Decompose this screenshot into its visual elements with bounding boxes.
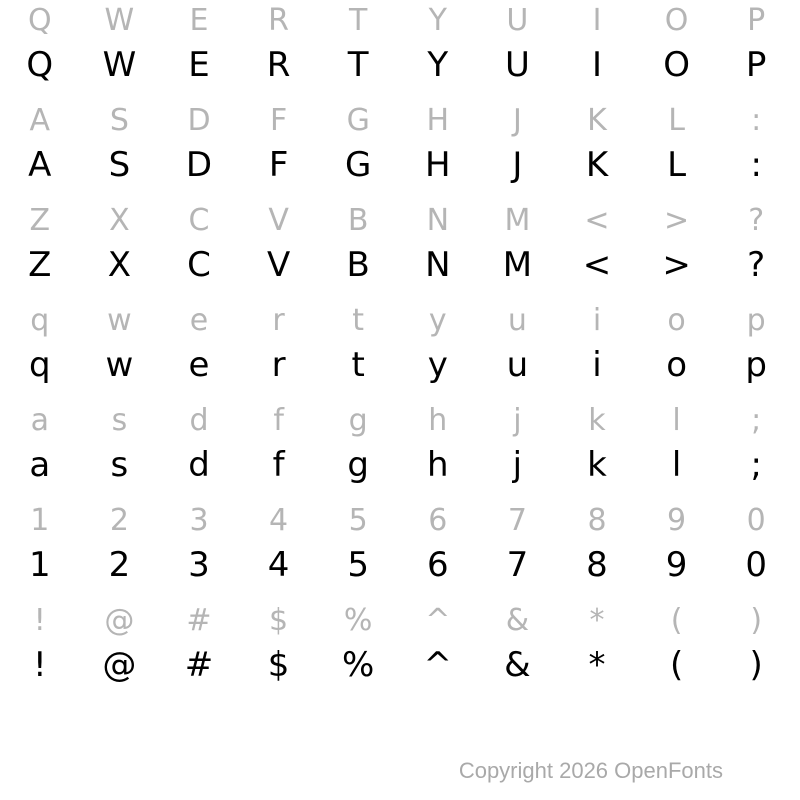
glyph-cell: H — [425, 145, 451, 185]
glyph-cell: U — [504, 45, 530, 85]
glyph-cell: & — [505, 602, 530, 638]
glyph-cell: 3 — [189, 502, 209, 538]
glyph-cell: B — [347, 202, 369, 238]
glyph-cell: y — [428, 302, 447, 338]
glyph-cell: ? — [748, 202, 765, 238]
glyph-cell: 8 — [587, 502, 607, 538]
glyph-cell: i — [592, 302, 602, 338]
glyph-cell: F — [269, 102, 288, 138]
glyph-cell: T — [349, 2, 368, 38]
glyph-cell: f — [273, 402, 284, 438]
glyph-cell: G — [345, 145, 372, 185]
glyph-cell: w — [107, 302, 132, 338]
glyph-cell: J — [512, 102, 522, 138]
glyph-cell: a — [30, 402, 49, 438]
glyph-row-ink — [0, 645, 796, 685]
glyph-cell: S — [108, 145, 131, 185]
glyph-row-ink — [0, 445, 796, 485]
glyph-cell: V — [268, 202, 289, 238]
glyph-cell: p — [745, 345, 767, 385]
glyph-row-muted — [0, 600, 796, 640]
glyph-cell: 0 — [745, 545, 767, 585]
glyph-row-muted — [0, 400, 796, 440]
glyph-cell: d — [188, 445, 210, 485]
glyph-cell: t — [351, 345, 365, 385]
glyph-cell: V — [266, 245, 291, 285]
footer-copyright: Copyright 2026 OpenFonts — [458, 758, 723, 783]
glyph-cell: > — [662, 245, 691, 285]
glyph-cell: u — [506, 345, 529, 385]
glyph-cell: q — [30, 302, 50, 338]
glyph-cell: F — [268, 145, 289, 185]
glyph-cell: 4 — [267, 545, 290, 585]
glyph-cell: Q — [26, 45, 54, 85]
glyph-cell: e — [189, 302, 209, 338]
glyph-cell: # — [184, 645, 214, 685]
glyph-cell: 6 — [426, 545, 449, 585]
glyph-cell: t — [352, 302, 365, 338]
glyph-row-muted — [0, 0, 796, 40]
glyph-cell: * — [588, 645, 606, 685]
glyph-cell: O — [663, 45, 690, 85]
glyph-cell: D — [185, 145, 213, 185]
glyph-cell: E — [188, 45, 210, 85]
glyph-cell: r — [272, 302, 285, 338]
glyph-cell: C — [188, 202, 210, 238]
glyph-cell: * — [589, 602, 605, 638]
glyph-cell: H — [426, 102, 450, 138]
glyph-cell: X — [107, 245, 132, 285]
glyph-cell: o — [666, 345, 687, 385]
glyph-cell: R — [268, 2, 290, 38]
glyph-cell: > — [664, 202, 690, 238]
glyph-cell: s — [110, 445, 129, 485]
glyph-cell: E — [189, 2, 209, 38]
glyph-cell: N — [426, 202, 450, 238]
glyph-cell: 4 — [269, 502, 289, 538]
glyph-cell: s — [111, 402, 128, 438]
glyph-cell: 2 — [109, 502, 129, 538]
glyph-cell: D — [187, 102, 211, 138]
glyph-cell: Y — [427, 45, 449, 85]
glyph-cell: h — [428, 402, 448, 438]
glyph-cell: ) — [749, 645, 763, 685]
glyph-cell: ; — [751, 402, 762, 438]
glyph-cell: M — [502, 245, 533, 285]
glyph-row-ink — [0, 545, 796, 585]
glyph-cell: < — [584, 202, 610, 238]
glyph-cell: j — [513, 402, 522, 438]
glyph-cell: u — [507, 302, 527, 338]
glyph-cell: l — [672, 402, 681, 438]
glyph-cell: T — [347, 45, 369, 85]
glyph-cell: y — [427, 345, 448, 385]
glyph-row-ink — [0, 145, 796, 185]
glyph-cell: r — [271, 345, 286, 385]
glyph-cell: L — [667, 145, 687, 185]
glyph-cell: < — [582, 245, 612, 285]
glyph-cell: N — [425, 245, 451, 285]
glyph-row-muted — [0, 500, 796, 540]
glyph-cell: w — [105, 345, 134, 385]
glyph-cell: o — [667, 302, 686, 338]
glyph-cell: X — [109, 202, 130, 238]
glyph-cell: ( — [670, 602, 683, 638]
glyph-cell: Y — [428, 2, 447, 38]
glyph-cell: K — [587, 102, 607, 138]
glyph-cell: 9 — [665, 545, 688, 585]
glyph-cell: p — [746, 302, 766, 338]
glyph-cell: O — [664, 2, 689, 38]
glyph-cell: I — [592, 2, 602, 38]
glyph-cell: 5 — [348, 502, 368, 538]
glyph-cell: 2 — [108, 545, 131, 585]
glyph-cell: 6 — [428, 502, 448, 538]
glyph-cell: ( — [669, 645, 684, 685]
glyph-cell: g — [347, 445, 369, 485]
glyph-cell: P — [745, 45, 767, 85]
glyph-cell: A — [29, 102, 51, 138]
glyph-cell: M — [504, 202, 531, 238]
glyph-cell: 3 — [188, 545, 210, 585]
glyph-cell: 7 — [507, 502, 527, 538]
glyph-cell: Z — [29, 202, 51, 238]
glyph-cell: W — [102, 45, 137, 85]
glyph-cell: ^ — [425, 602, 451, 638]
glyph-cell: ; — [750, 445, 762, 485]
glyph-cell: J — [512, 145, 523, 185]
glyph-cell: I — [591, 45, 602, 85]
glyph-cell: G — [346, 102, 370, 138]
glyph-cell: 7 — [506, 545, 529, 585]
glyph-cell: @ — [104, 602, 135, 638]
glyph-cell: ! — [32, 645, 47, 685]
glyph-cell: l — [671, 445, 682, 485]
glyph-cell: A — [28, 145, 52, 185]
glyph-row-ink — [0, 45, 796, 85]
glyph-cell: q — [29, 345, 51, 385]
glyph-cell: ^ — [423, 645, 453, 685]
glyph-cell: S — [109, 102, 129, 138]
glyph-row-muted — [0, 300, 796, 340]
glyph-cell: % — [342, 645, 375, 685]
glyph-cell: d — [189, 402, 209, 438]
glyph-cell: 5 — [347, 545, 369, 585]
glyph-cell: : — [750, 145, 762, 185]
glyph-cell: 1 — [30, 502, 50, 538]
glyph-cell: : — [751, 102, 762, 138]
glyph-cell: ) — [750, 602, 763, 638]
glyph-cell: 8 — [586, 545, 608, 585]
glyph-row-muted — [0, 100, 796, 140]
glyph-cell: k — [588, 402, 606, 438]
glyph-cell: P — [747, 2, 766, 38]
glyph-cell: i — [592, 345, 602, 385]
glyph-cell: $ — [269, 602, 289, 638]
glyph-cell: ? — [747, 245, 766, 285]
glyph-row-muted — [0, 200, 796, 240]
glyph-cell: h — [427, 445, 449, 485]
glyph-cell: Q — [27, 2, 52, 38]
glyph-cell: @ — [102, 645, 137, 685]
glyph-cell: U — [506, 2, 529, 38]
glyph-cell: L — [668, 102, 685, 138]
glyph-cell: 9 — [667, 502, 687, 538]
glyph-cell: f — [272, 445, 285, 485]
glyph-cell: a — [29, 445, 51, 485]
glyph-cell: 0 — [746, 502, 766, 538]
glyph-cell: K — [585, 145, 609, 185]
glyph-cell: ! — [33, 602, 46, 638]
glyph-cell: & — [504, 645, 531, 685]
glyph-cell: Z — [28, 245, 52, 285]
glyph-cell: e — [188, 345, 210, 385]
glyph-cell: $ — [267, 645, 290, 685]
glyph-cell: # — [186, 602, 212, 638]
glyph-cell: j — [512, 445, 523, 485]
glyph-cell: % — [343, 602, 373, 638]
glyph-cell: k — [587, 445, 607, 485]
glyph-cell: B — [346, 245, 370, 285]
glyph-cell: 1 — [28, 545, 51, 585]
glyph-cell: C — [187, 245, 211, 285]
glyph-row-ink — [0, 345, 796, 385]
glyph-cell: g — [348, 402, 368, 438]
glyph-cell: W — [104, 2, 135, 38]
glyph-row-ink — [0, 245, 796, 285]
glyph-cell: R — [266, 45, 291, 85]
